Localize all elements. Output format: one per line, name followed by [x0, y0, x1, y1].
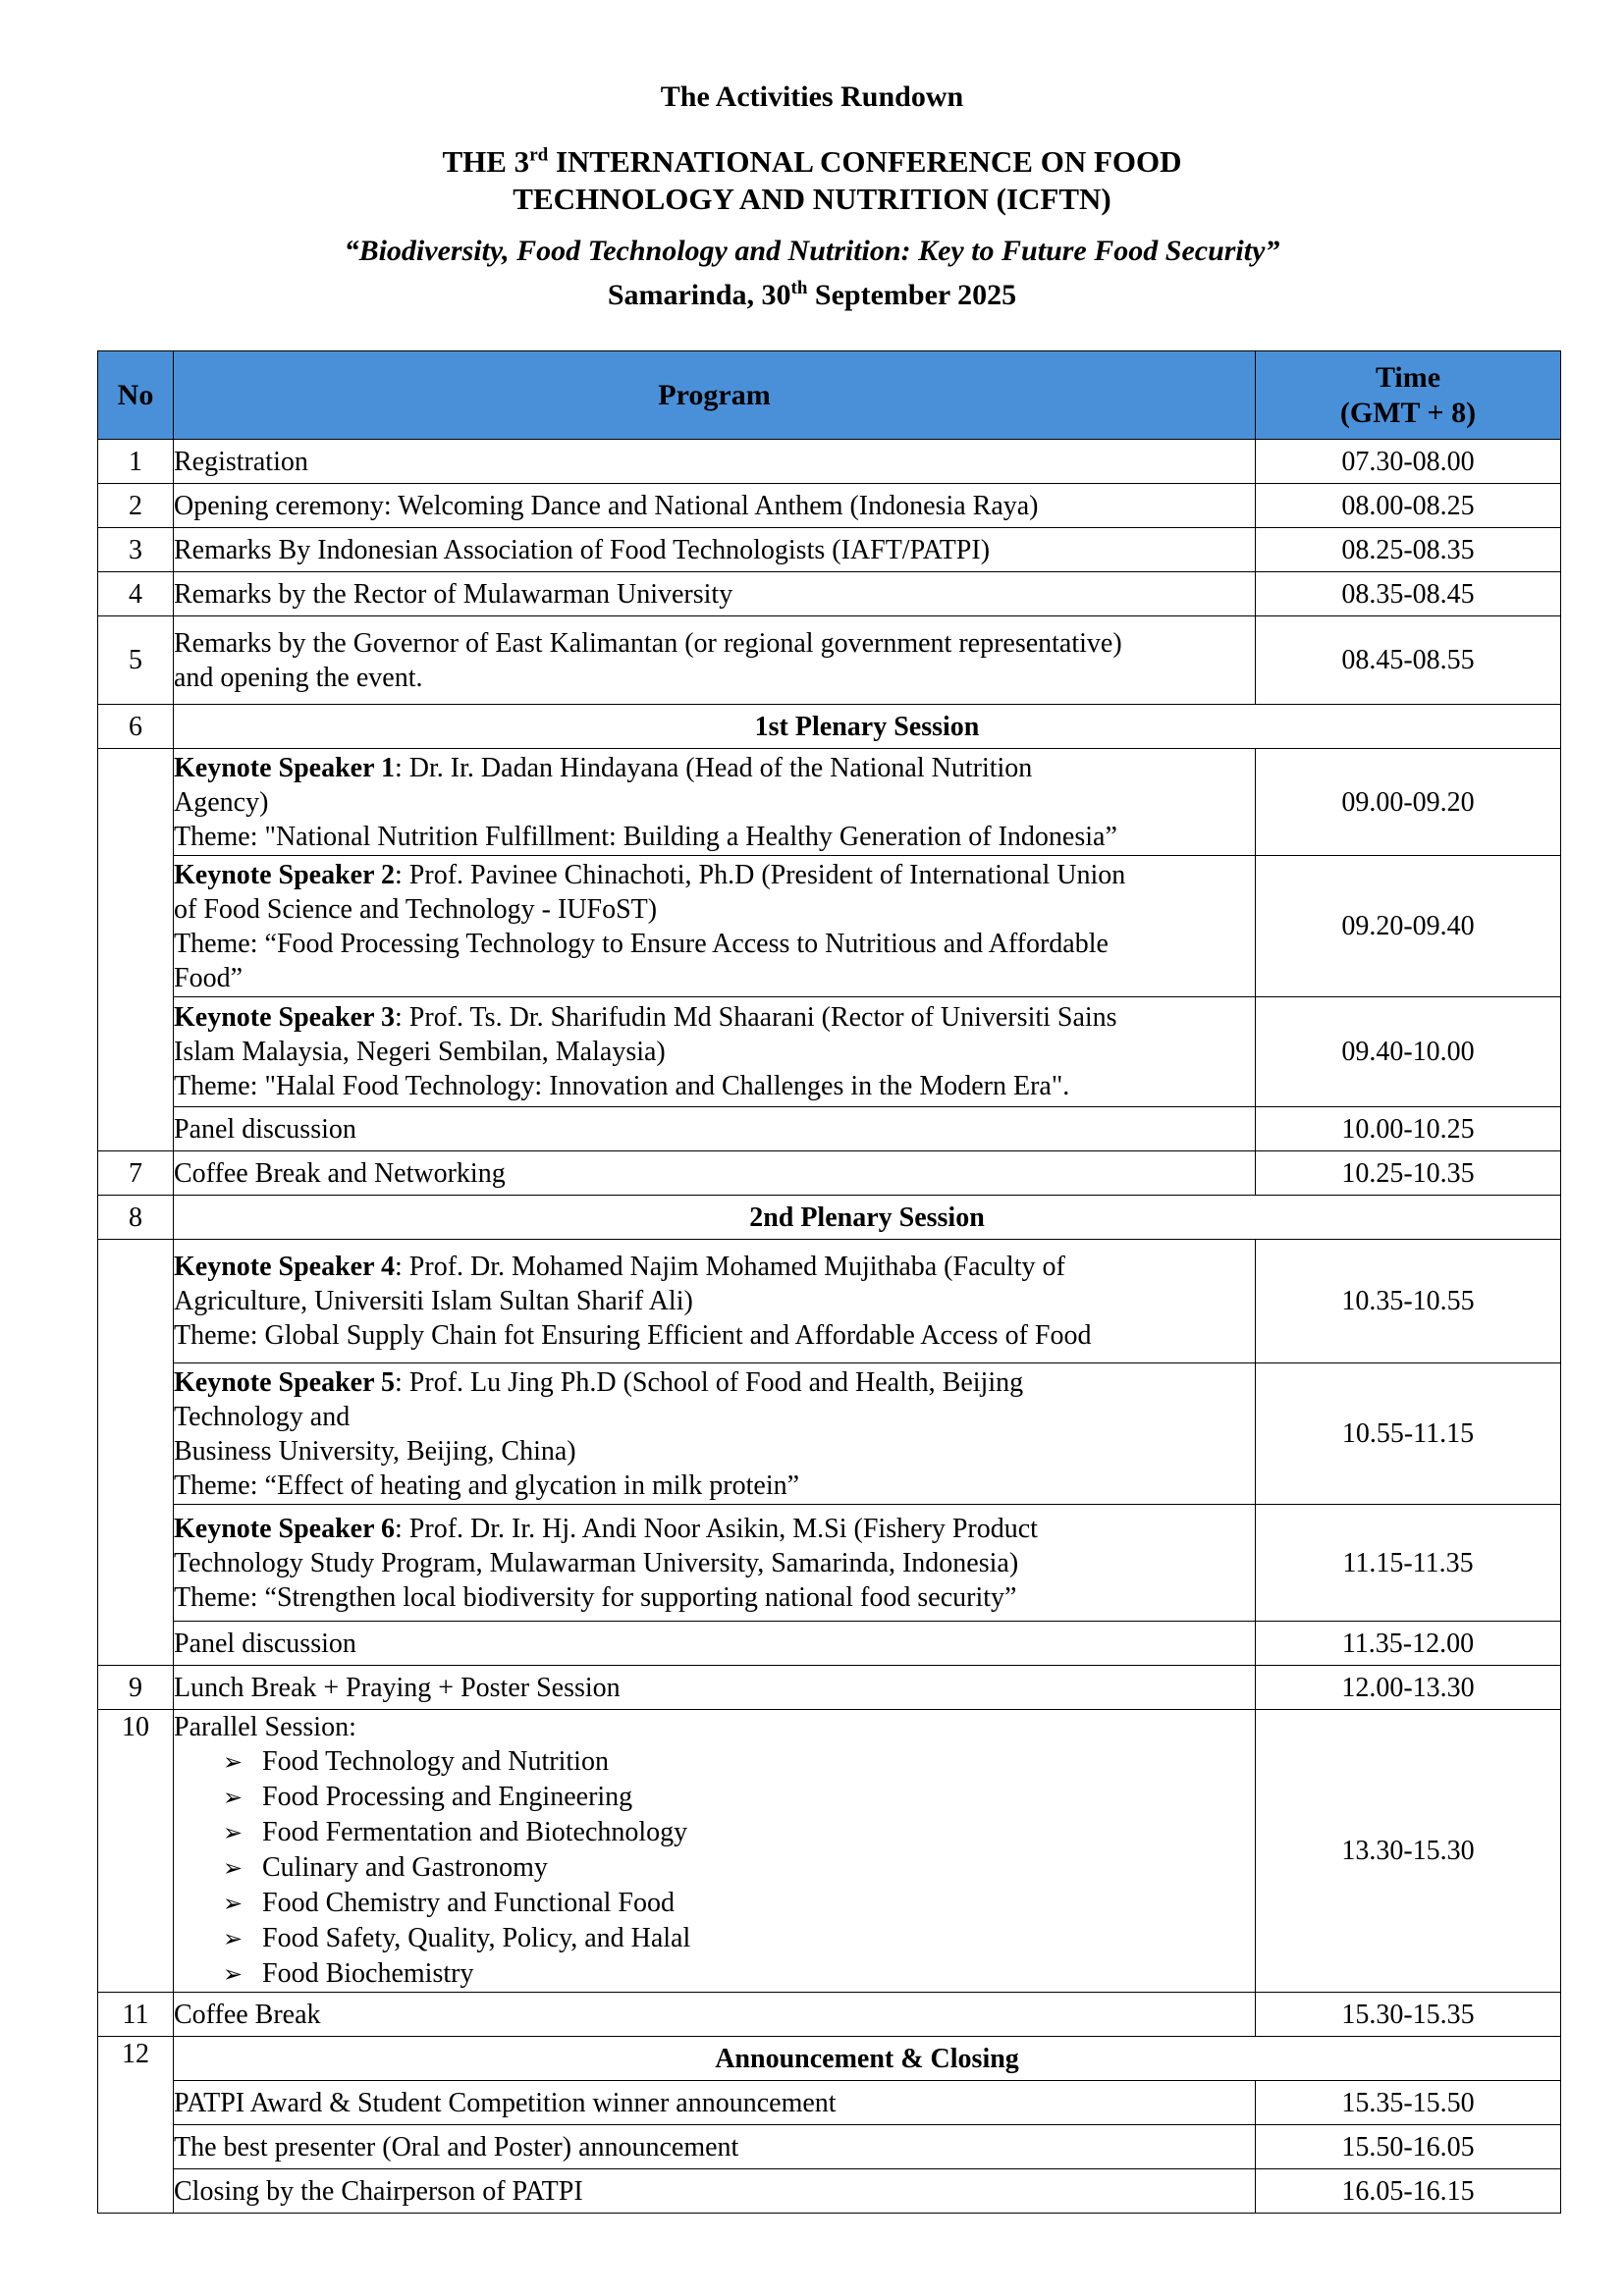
row-time: 09.40-10.00 — [1256, 997, 1561, 1107]
row-program: Remarks by the Rector of Mulawarman University — [174, 572, 1256, 616]
table-row — [98, 484, 1561, 528]
row-program: Registration — [174, 440, 1256, 484]
table-row — [98, 572, 1561, 616]
session-title: Announcement & Closing — [174, 2037, 1561, 2081]
arrow-bullet-icon: ➢ — [223, 1854, 244, 1882]
table-row — [98, 1666, 1561, 1710]
table-row — [98, 1993, 1561, 2037]
row-time: 08.25-08.35 — [1256, 528, 1561, 572]
conference-name — [0, 143, 1624, 218]
session-row — [98, 1196, 1561, 1240]
table-row — [98, 2125, 1561, 2169]
rundown-table — [97, 350, 1561, 2214]
row-time: 08.00-08.25 — [1256, 484, 1561, 528]
table-row — [98, 1622, 1561, 1666]
conference-name-line-2: TECHNOLOGY AND NUTRITION (ICFTN) — [513, 182, 1111, 216]
table-row — [98, 616, 1561, 705]
keynote-row — [98, 997, 1561, 1107]
table-row — [98, 2081, 1561, 2125]
column-header-program: Program — [174, 351, 1256, 440]
row-number: 10 — [98, 1710, 174, 1993]
row-time: 08.45-08.55 — [1256, 616, 1561, 705]
session-row — [98, 705, 1561, 749]
list-item: ➢ Food Biochemistry — [223, 1956, 1255, 1992]
session-row — [98, 2037, 1561, 2081]
row-program: Remarks By Indonesian Association of Food Technologists (IAFT/PATPI) — [174, 528, 1256, 572]
row-number: 8 — [98, 1196, 174, 1240]
row-program: Remarks by the Governor of East Kalimantan (or regional government representative) and opening the event. — [174, 616, 1256, 705]
list-item: ➢ Food Fermentation and Biotechnology — [223, 1815, 1255, 1850]
row-number: 1 — [98, 440, 174, 484]
table-row — [98, 440, 1561, 484]
row-time: 15.50-16.05 — [1256, 2125, 1561, 2169]
row-time: 09.00-09.20 — [1256, 749, 1561, 856]
keynote-program: Keynote Speaker 6: Prof. Dr. Ir. Hj. Andi Noor Asikin, M.Si (Fishery Product Technology Study Program, Mulawarman University, Samarinda, Indonesia) Theme: “Strengthen local biodiversity for supporting national food security” — [174, 1505, 1256, 1622]
table-row — [98, 2169, 1561, 2214]
list-item: ➢ Food Safety, Quality, Policy, and Halal — [223, 1921, 1255, 1956]
row-program: Lunch Break + Praying + Poster Session — [174, 1666, 1256, 1710]
row-time: 08.35-08.45 — [1256, 572, 1561, 616]
row-number: 12 — [98, 2037, 174, 2214]
row-number: 3 — [98, 528, 174, 572]
row-time: 11.35-12.00 — [1256, 1622, 1561, 1666]
row-number: 2 — [98, 484, 174, 528]
row-time: 16.05-16.15 — [1256, 2169, 1561, 2214]
row-time: 10.00-10.25 — [1256, 1107, 1561, 1151]
row-time: 10.55-11.15 — [1256, 1363, 1561, 1505]
row-number: 4 — [98, 572, 174, 616]
row-time: 10.25-10.35 — [1256, 1151, 1561, 1196]
row-program: Closing by the Chairperson of PATPI — [174, 2169, 1256, 2214]
row-time: 09.20-09.40 — [1256, 856, 1561, 997]
keynote-row — [98, 856, 1561, 997]
row-program: The best presenter (Oral and Poster) announcement — [174, 2125, 1256, 2169]
document-title: The Activities Rundown — [660, 80, 964, 113]
keynote-program: Keynote Speaker 2: Prof. Pavinee Chinachoti, Ph.D (President of International Union of Food Science and Technology - IUFoST) Theme: “Food Processing Technology to Ensure Access to Nutritious and Affordable Food” — [174, 856, 1256, 997]
session-title: 1st Plenary Session — [174, 705, 1561, 749]
keynote-program: Keynote Speaker 5: Prof. Lu Jing Ph.D (School of Food and Health, Beijing Technology and Business University, Beijing, China) Theme: “Effect of heating and glycation in milk protein” — [174, 1363, 1256, 1505]
list-item: ➢ Food Technology and Nutrition — [223, 1744, 1255, 1780]
arrow-bullet-icon: ➢ — [223, 1925, 244, 1952]
row-number: 5 — [98, 616, 174, 705]
row-number: 6 — [98, 705, 174, 749]
row-program: Parallel Session: ➢ Food Technology and Nutrition ➢ Food Processing and Engineering ➢ Food Fermentation and Biotechnology ➢ Culinary and Gastronomy ➢ Food Chemistry and Functional Food ➢ Food Safety, Quality, Policy, and Halal ➢ Food Biochemistry — [174, 1710, 1256, 1993]
keynote-row — [98, 1240, 1561, 1363]
table-row — [98, 1107, 1561, 1151]
row-program: Opening ceremony: Welcoming Dance and National Anthem (Indonesia Raya) — [174, 484, 1256, 528]
table-row — [98, 528, 1561, 572]
row-program: PATPI Award & Student Competition winner announcement — [174, 2081, 1256, 2125]
arrow-bullet-icon: ➢ — [223, 1960, 244, 1988]
list-item: ➢ Food Processing and Engineering — [223, 1780, 1255, 1815]
session-title: 2nd Plenary Session — [174, 1196, 1561, 1240]
arrow-bullet-icon: ➢ — [223, 1784, 244, 1811]
keynote-program: Keynote Speaker 4: Prof. Dr. Mohamed Najim Mohamed Mujithaba (Faculty of Agriculture, Universiti Islam Sultan Sharif Ali) Theme: Global Supply Chain fot Ensuring Efficient and Affordable Access of Food — [174, 1240, 1256, 1363]
arrow-bullet-icon: ➢ — [223, 1890, 244, 1917]
parallel-topics-list — [174, 1744, 1255, 1992]
list-item: ➢ Food Chemistry and Functional Food — [223, 1886, 1255, 1921]
row-time: 12.00-13.30 — [1256, 1666, 1561, 1710]
row-number-empty — [98, 749, 174, 1151]
column-header-no: No — [98, 351, 174, 440]
row-time: 13.30-15.30 — [1256, 1710, 1561, 1993]
row-time: 10.35-10.55 — [1256, 1240, 1561, 1363]
keynote-program: Keynote Speaker 3: Prof. Ts. Dr. Sharifudin Md Shaarani (Rector of Universiti Sains Islam Malaysia, Negeri Sembilan, Malaysia) Theme: "Halal Food Technology: Innovation and Challenges in the Modern Era". — [174, 997, 1256, 1107]
arrow-bullet-icon: ➢ — [223, 1748, 244, 1776]
table-row — [98, 1710, 1561, 1993]
row-time: 15.35-15.50 — [1256, 2081, 1561, 2125]
keynote-row — [98, 1363, 1561, 1505]
row-time: 15.30-15.35 — [1256, 1993, 1561, 2037]
row-number-empty — [98, 1240, 174, 1666]
row-number: 7 — [98, 1151, 174, 1196]
row-program: Coffee Break — [174, 1993, 1256, 2037]
row-program: Panel discussion — [174, 1622, 1256, 1666]
table-header-row — [98, 351, 1561, 440]
row-time: 07.30-08.00 — [1256, 440, 1561, 484]
keynote-row — [98, 749, 1561, 856]
conference-date: Samarinda, 30th September 2025 — [607, 278, 1017, 311]
keynote-program: Keynote Speaker 1: Dr. Ir. Dadan Hindayana (Head of the National Nutrition Agency) Theme: "National Nutrition Fulfillment: Building a Healthy Generation of Indonesia” — [174, 749, 1256, 856]
row-number: 11 — [98, 1993, 174, 2037]
row-program: Panel discussion — [174, 1107, 1256, 1151]
arrow-bullet-icon: ➢ — [223, 1819, 244, 1846]
row-time: 11.15-11.35 — [1256, 1505, 1561, 1622]
row-number: 9 — [98, 1666, 174, 1710]
keynote-row — [98, 1505, 1561, 1622]
list-item: ➢ Culinary and Gastronomy — [223, 1850, 1255, 1886]
conference-theme: “Biodiversity, Food Technology and Nutrition: Key to Future Food Security” — [344, 235, 1280, 267]
conference-name-line-1: THE 3rd INTERNATIONAL CONFERENCE ON FOOD — [442, 144, 1182, 179]
table-row — [98, 1151, 1561, 1196]
row-program: Coffee Break and Networking — [174, 1151, 1256, 1196]
column-header-time: Time (GMT + 8) — [1256, 351, 1561, 440]
